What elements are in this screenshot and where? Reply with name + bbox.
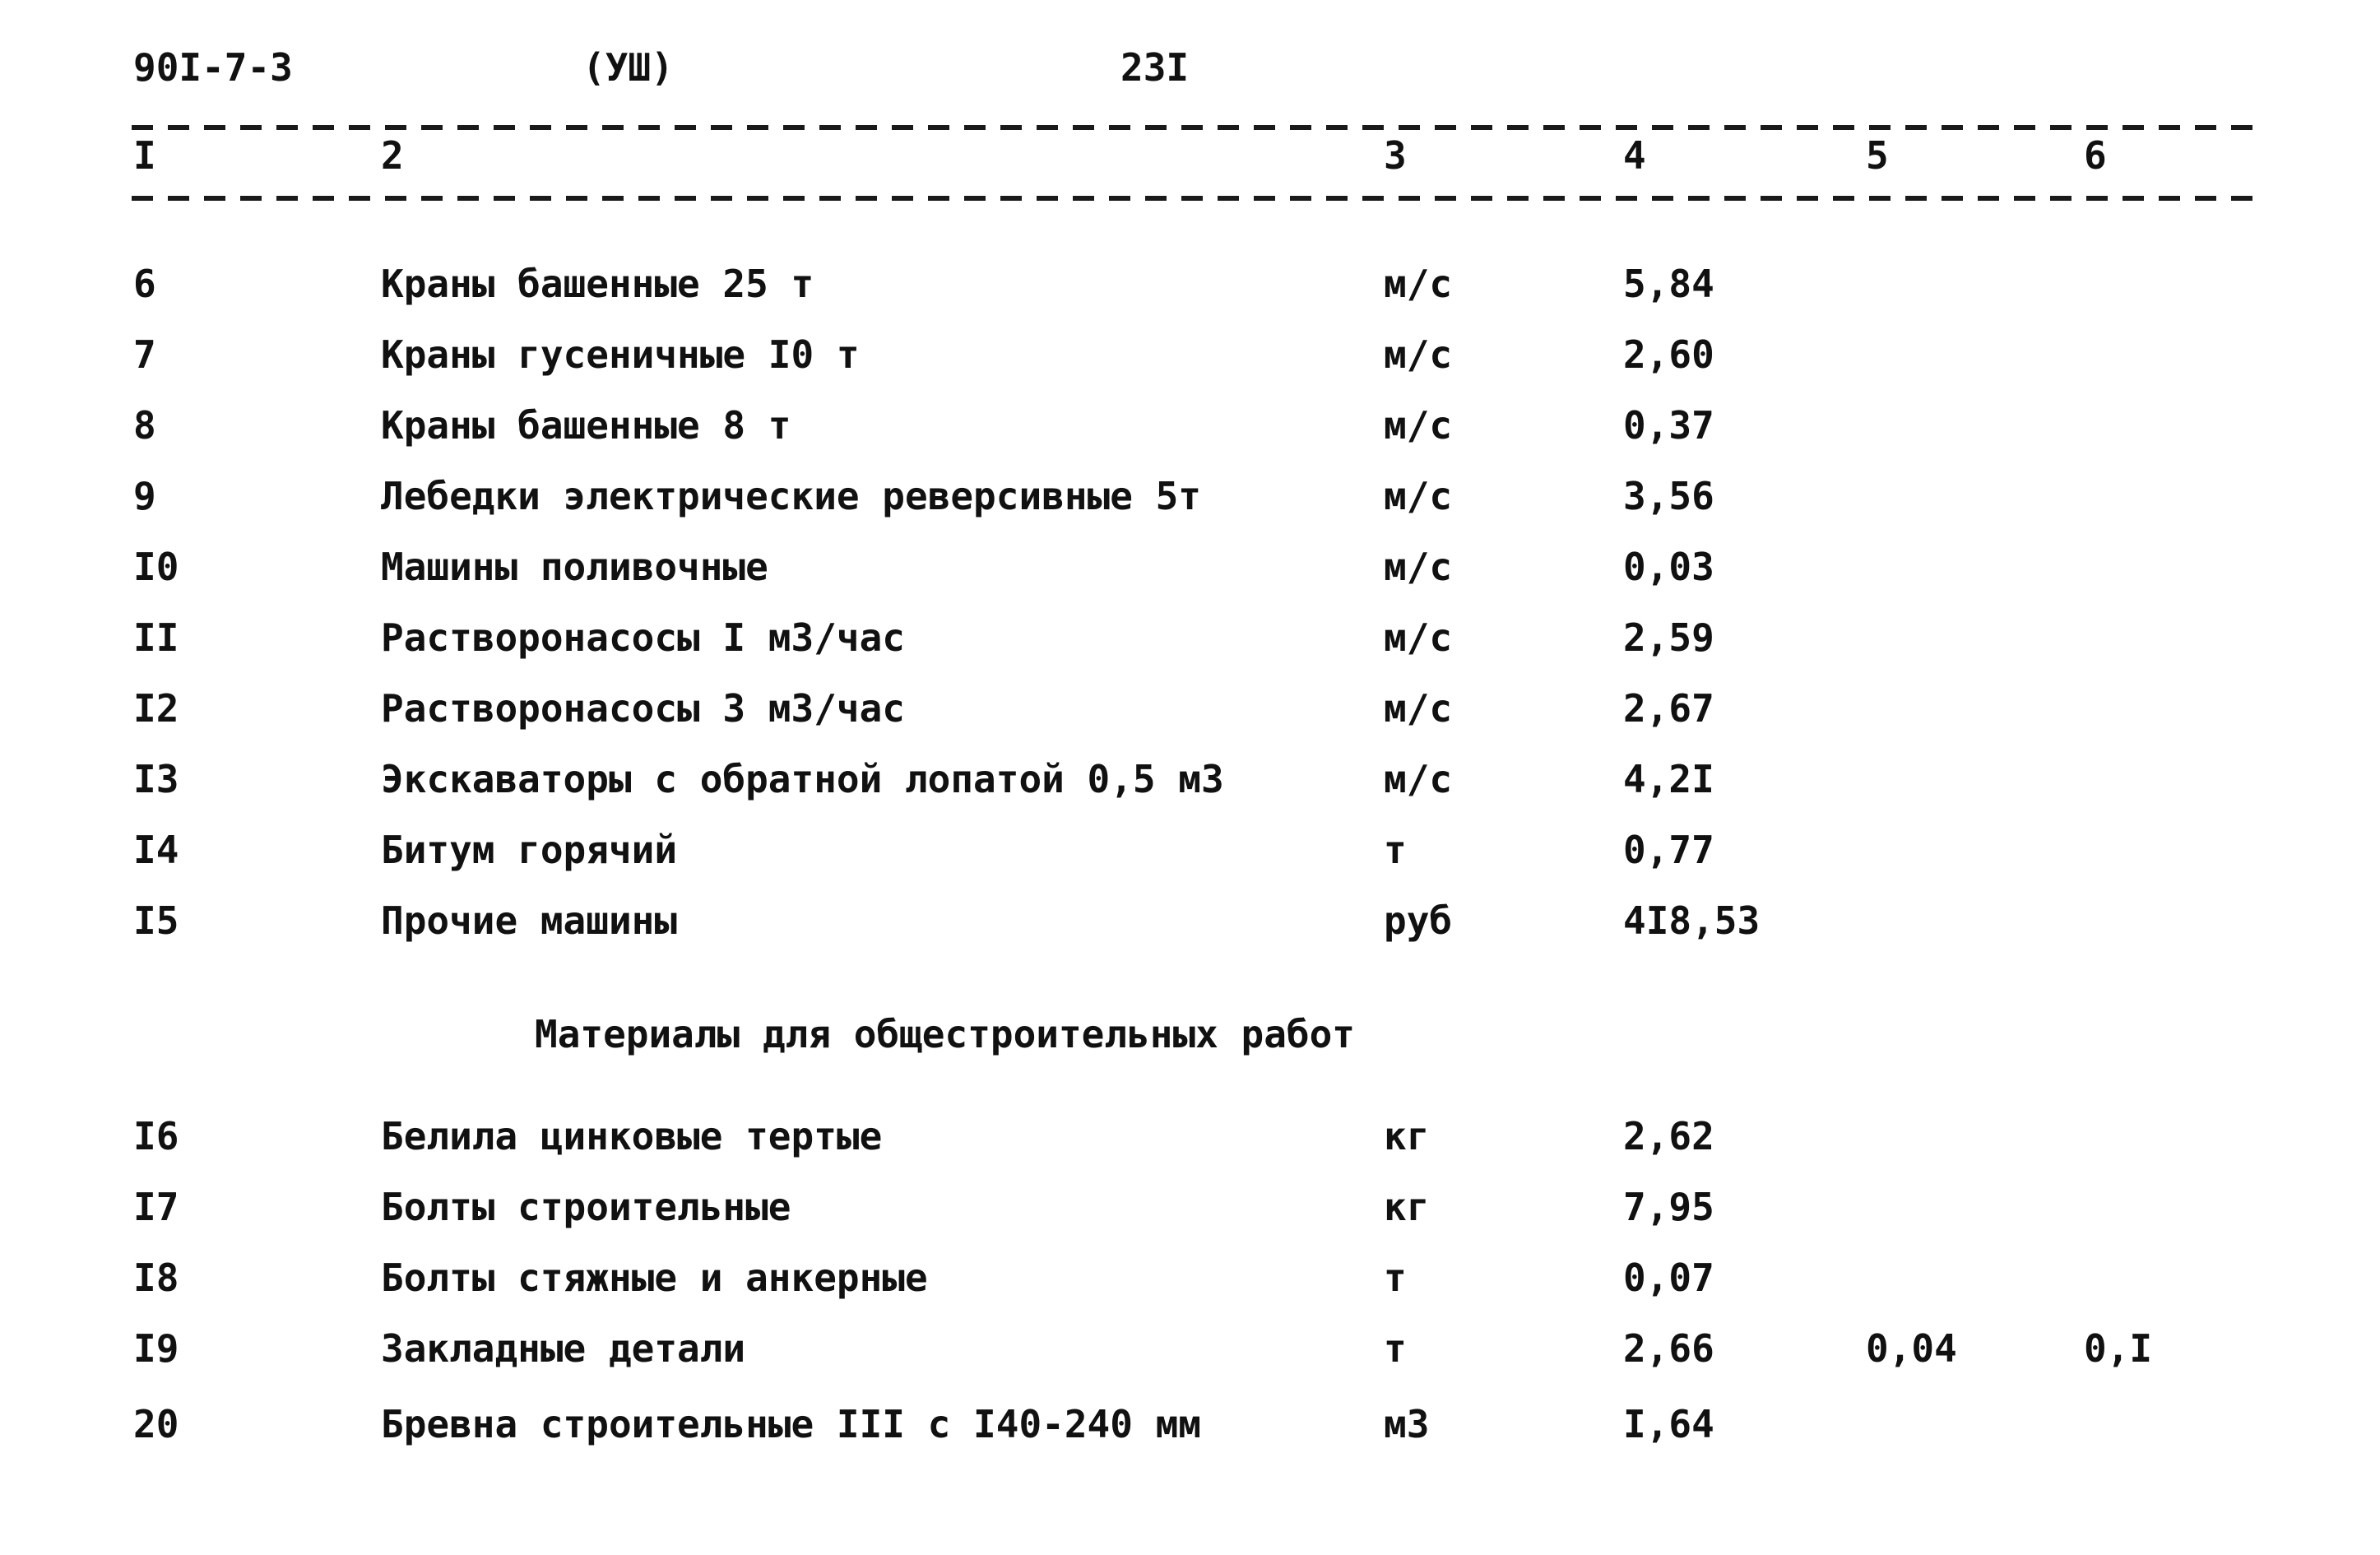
header-top-rule (132, 125, 2262, 130)
volume-label: (УШ) (582, 45, 674, 90)
row-value-col4: 0,77 (1623, 828, 1714, 872)
row-unit: кг (1384, 1114, 1430, 1158)
table-row (0, 757, 2380, 806)
table-row (0, 1185, 2380, 1234)
table-row (0, 898, 2380, 948)
row-number: I7 (133, 1185, 179, 1229)
row-number: I3 (133, 757, 179, 801)
row-value-col4: 4,2I (1623, 757, 1714, 801)
table-row (0, 1256, 2380, 1305)
row-unit: т (1384, 828, 1407, 872)
row-value-col4: I,64 (1623, 1402, 1714, 1446)
row-unit: м/с (1384, 474, 1453, 518)
row-number: I5 (133, 898, 179, 943)
page-number: 23I (1120, 45, 1190, 90)
section-title: Материалы для общестроительных работ (535, 1012, 1355, 1056)
table-row (0, 1114, 2380, 1163)
row-value-col4: 0,07 (1623, 1256, 1714, 1300)
column-number-4: 4 (1623, 133, 1646, 178)
row-value-col4: 2,59 (1623, 615, 1714, 660)
row-name: Болты строительные (381, 1185, 791, 1229)
row-value-col4: 4I8,53 (1623, 898, 1761, 943)
row-unit: м/с (1384, 757, 1453, 801)
table-row (0, 686, 2380, 736)
row-name: Бревна строительные III с I40-240 мм (381, 1402, 1201, 1446)
row-unit: кг (1384, 1185, 1430, 1229)
table-row (0, 828, 2380, 877)
row-unit: м/с (1384, 332, 1453, 377)
row-name: Краны башенные 8 т (381, 403, 791, 448)
row-number: 9 (133, 474, 156, 518)
row-name: Битум горячий (381, 828, 678, 872)
row-name: Экскаваторы с обратной лопатой 0,5 м3 (381, 757, 1224, 801)
row-value-col4: 5,84 (1623, 262, 1714, 306)
table-row (0, 1326, 2380, 1376)
column-number-5: 5 (1866, 133, 1889, 178)
row-number: I9 (133, 1326, 179, 1371)
row-value-col4: 2,66 (1623, 1326, 1714, 1371)
table-row (0, 615, 2380, 665)
row-name: Прочие машины (381, 898, 678, 943)
row-unit: м3 (1384, 1402, 1430, 1446)
row-value-col5: 0,04 (1866, 1326, 1957, 1371)
row-unit: м/с (1384, 545, 1453, 589)
row-name: Болты стяжные и анкерные (381, 1256, 928, 1300)
column-number-6: 6 (2084, 133, 2107, 178)
row-value-col6: 0,I (2084, 1326, 2153, 1371)
row-number: I0 (133, 545, 179, 589)
row-name: Белила цинковые тертые (381, 1114, 883, 1158)
row-unit: м/с (1384, 403, 1453, 448)
table-row (0, 262, 2380, 311)
row-unit: м/с (1384, 615, 1453, 660)
column-number-2: 2 (381, 133, 404, 178)
row-name: Краны башенные 25 т (381, 262, 814, 306)
table-row (0, 474, 2380, 523)
row-name: Машины поливочные (381, 545, 768, 589)
row-number: II (133, 615, 179, 660)
row-number: 7 (133, 332, 156, 377)
row-unit: т (1384, 1256, 1407, 1300)
table-row (0, 332, 2380, 382)
doc-code: 90I-7-3 (133, 45, 293, 90)
row-number: I4 (133, 828, 179, 872)
row-value-col4: 0,03 (1623, 545, 1714, 589)
row-name: Закладные детали (381, 1326, 746, 1371)
row-value-col4: 7,95 (1623, 1185, 1714, 1229)
row-value-col4: 2,67 (1623, 686, 1714, 731)
row-number: 8 (133, 403, 156, 448)
row-name: Лебедки электрические реверсивные 5т (381, 474, 1201, 518)
row-unit: м/с (1384, 686, 1453, 731)
row-number: 20 (133, 1402, 179, 1446)
header-bottom-rule (132, 196, 2262, 201)
row-unit: т (1384, 1326, 1407, 1371)
row-number: I6 (133, 1114, 179, 1158)
row-unit: руб (1384, 898, 1453, 943)
row-value-col4: 0,37 (1623, 403, 1714, 448)
table-row (0, 545, 2380, 594)
row-name: Краны гусеничные I0 т (381, 332, 860, 377)
row-value-col4: 2,62 (1623, 1114, 1714, 1158)
row-name: Растворонасосы I м3/час (381, 615, 905, 660)
column-number-3: 3 (1384, 133, 1407, 178)
table-row (0, 403, 2380, 453)
row-number: I8 (133, 1256, 179, 1300)
row-number: 6 (133, 262, 156, 306)
row-value-col4: 2,60 (1623, 332, 1714, 377)
row-number: I2 (133, 686, 179, 731)
row-unit: м/с (1384, 262, 1453, 306)
table-row (0, 1402, 2380, 1451)
column-number-1: I (133, 133, 156, 178)
row-name: Растворонасосы 3 м3/час (381, 686, 905, 731)
row-value-col4: 3,56 (1623, 474, 1714, 518)
